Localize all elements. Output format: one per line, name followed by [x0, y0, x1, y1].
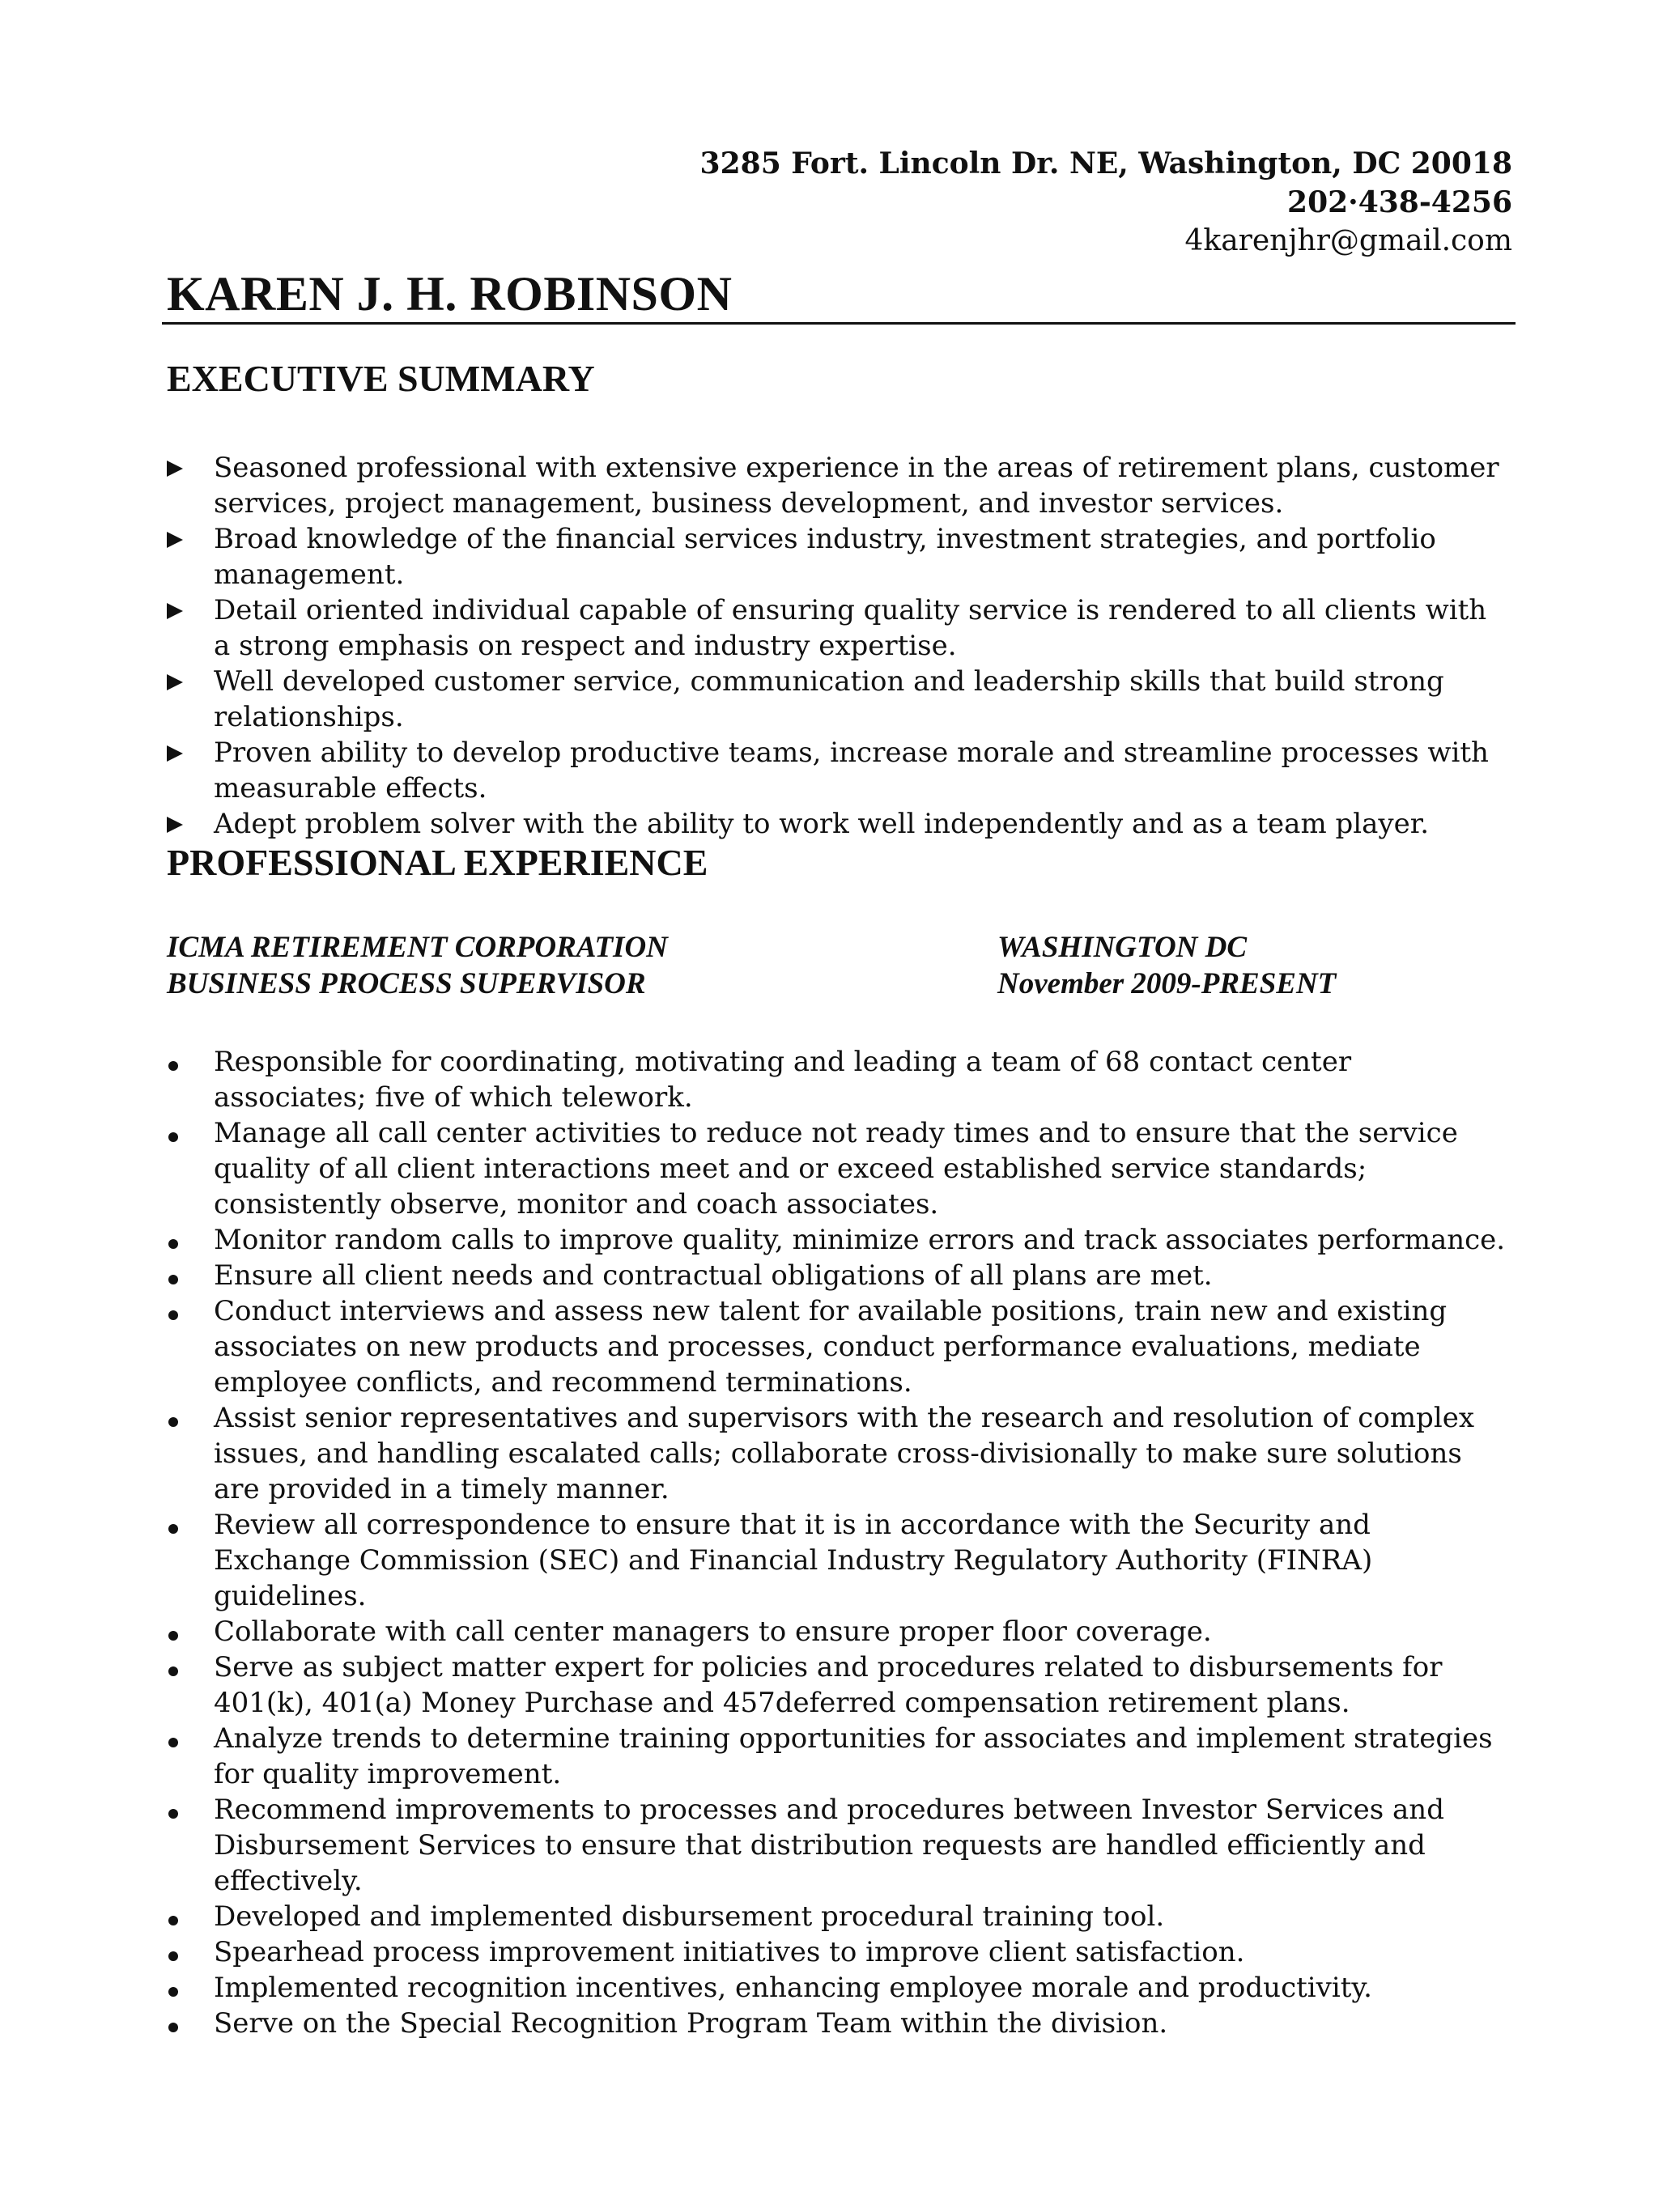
arrowhead-bullet-icon	[167, 592, 207, 628]
list-item-text: Implemented recognition incentives, enhancing employee morale and productivity.	[214, 1972, 1372, 2004]
executive-summary-heading: EXECUTIVE SUMMARY	[167, 358, 595, 399]
header-divider	[162, 322, 1516, 325]
list-item	[167, 664, 1511, 735]
round-bullet-icon	[167, 1044, 207, 1080]
employer-name: ICMA RETIREMENT CORPORATION	[167, 931, 668, 964]
round-bullet-icon	[167, 1970, 207, 2006]
list-item	[167, 1649, 1511, 1721]
list-item-text: Responsible for coordinating, motivating and leading a team of 68 contact center associates; five of which telework.	[214, 1046, 1352, 1114]
list-item	[167, 1258, 1511, 1293]
round-bullet-icon	[167, 1293, 207, 1329]
list-item	[167, 1721, 1511, 1792]
contact-block	[700, 144, 1512, 261]
list-item-text: Broad knowledge of the financial services industry, investment strategies, and portfolio management.	[214, 523, 1436, 591]
list-item	[167, 592, 1511, 664]
round-bullet-icon	[167, 1507, 207, 1543]
list-item	[167, 806, 1511, 842]
phone: 202·438-4256	[1287, 185, 1512, 219]
job-header	[167, 929, 1511, 1002]
arrowhead-bullet-icon	[167, 806, 207, 842]
list-item	[167, 1792, 1511, 1899]
list-item	[167, 1293, 1511, 1400]
executive-summary-list	[167, 450, 1511, 842]
round-bullet-icon	[167, 1721, 207, 1756]
list-item	[167, 1044, 1511, 1115]
address: 3285 Fort. Lincoln Dr. NE, Washington, DC 20018	[699, 146, 1512, 180]
round-bullet-icon	[167, 1649, 207, 1685]
list-item-text: Review all correspondence to ensure that it is in accordance with the Security and Exchange Commission (SEC) and Financial Industry Regulatory Authority (FINRA) guidelines.	[214, 1509, 1373, 1612]
arrowhead-bullet-icon	[167, 664, 207, 699]
list-item	[167, 450, 1511, 521]
list-item-text: Seasoned professional with extensive experience in the areas of retirement plans, customer services, project management, business development, and investor services.	[214, 452, 1499, 520]
list-item-text: Serve on the Special Recognition Program Team within the division.	[214, 2007, 1168, 2040]
round-bullet-icon	[167, 1614, 207, 1649]
list-item-text: Proven ability to develop productive teams, increase morale and streamline processes with measurable effects.	[214, 737, 1489, 805]
round-bullet-icon	[167, 1400, 207, 1436]
list-item-text: Well developed customer service, communication and leadership skills that build strong relationships.	[214, 665, 1444, 733]
list-item-text: Manage all call center activities to reduce not ready times and to ensure that the service quality of all client interactions meet and or exceed established service standards; consistently observe, monitor and coach associates.	[214, 1117, 1458, 1221]
round-bullet-icon	[167, 1222, 207, 1258]
list-item-text: Spearhead process improvement initiatives to improve client satisfaction.	[214, 1936, 1245, 1968]
list-item	[167, 1507, 1511, 1614]
job-dates: November 2009-PRESENT	[997, 967, 1337, 1000]
list-item	[167, 1115, 1511, 1222]
job-title: BUSINESS PROCESS SUPERVISOR	[167, 967, 646, 1000]
round-bullet-icon	[167, 1934, 207, 1970]
candidate-name: KAREN J. H. ROBINSON	[167, 267, 733, 321]
list-item	[167, 1934, 1511, 1970]
round-bullet-icon	[167, 1258, 207, 1293]
list-item-text: Analyze trends to determine training opportunities for associates and implement strategies for quality improvement.	[214, 1722, 1493, 1790]
professional-experience-heading: PROFESSIONAL EXPERIENCE	[167, 842, 708, 883]
list-item	[167, 521, 1511, 592]
list-item	[167, 1970, 1511, 2006]
list-item-text: Assist senior representatives and supervisors with the research and resolution of complex issues, and handling escalated calls; collaborate cross-divisionally to make sure solutions are provided in a timely manner.	[214, 1402, 1474, 1505]
arrowhead-bullet-icon	[167, 521, 207, 557]
list-item-text: Conduct interviews and assess new talent for available positions, train new and existing associates on new products and processes, conduct performance evaluations, mediate employee conflicts, and recommend terminations.	[214, 1295, 1448, 1399]
list-item	[167, 2006, 1511, 2041]
list-item-text: Detail oriented individual capable of ensuring quality service is rendered to all clients with a strong emphasis on respect and industry expertise.	[214, 594, 1487, 662]
list-item-text: Serve as subject matter expert for policies and procedures related to disbursements for 401(k), 401(a) Money Purchase and 457deferred compensation retirement plans.	[214, 1651, 1443, 1719]
list-item-text: Adept problem solver with the ability to work well independently and as a team player.	[214, 808, 1430, 840]
list-item	[167, 1222, 1511, 1258]
list-item-text: Developed and implemented disbursement procedural training tool.	[214, 1900, 1165, 1933]
list-item	[167, 1614, 1511, 1649]
list-item	[167, 1400, 1511, 1507]
list-item-text: Collaborate with call center managers to ensure proper floor coverage.	[214, 1615, 1212, 1648]
email: 4karenjhr@gmail.com	[1184, 224, 1512, 257]
arrowhead-bullet-icon	[167, 735, 207, 771]
round-bullet-icon	[167, 1792, 207, 1828]
list-item-text: Recommend improvements to processes and procedures between Investor Services and Disbursement Services to ensure that distribution requests are handled efficiently and effectively.	[214, 1794, 1444, 1897]
list-item	[167, 735, 1511, 806]
arrowhead-bullet-icon	[167, 450, 207, 486]
job-duties-list	[167, 1044, 1511, 2041]
round-bullet-icon	[167, 1899, 207, 1934]
list-item	[167, 1899, 1511, 1934]
list-item-text: Monitor random calls to improve quality, minimize errors and track associates performance.	[214, 1224, 1506, 1256]
job-location: WASHINGTON DC	[997, 931, 1248, 964]
list-item-text: Ensure all client needs and contractual obligations of all plans are met.	[214, 1259, 1213, 1292]
round-bullet-icon	[167, 1115, 207, 1151]
round-bullet-icon	[167, 2006, 207, 2041]
